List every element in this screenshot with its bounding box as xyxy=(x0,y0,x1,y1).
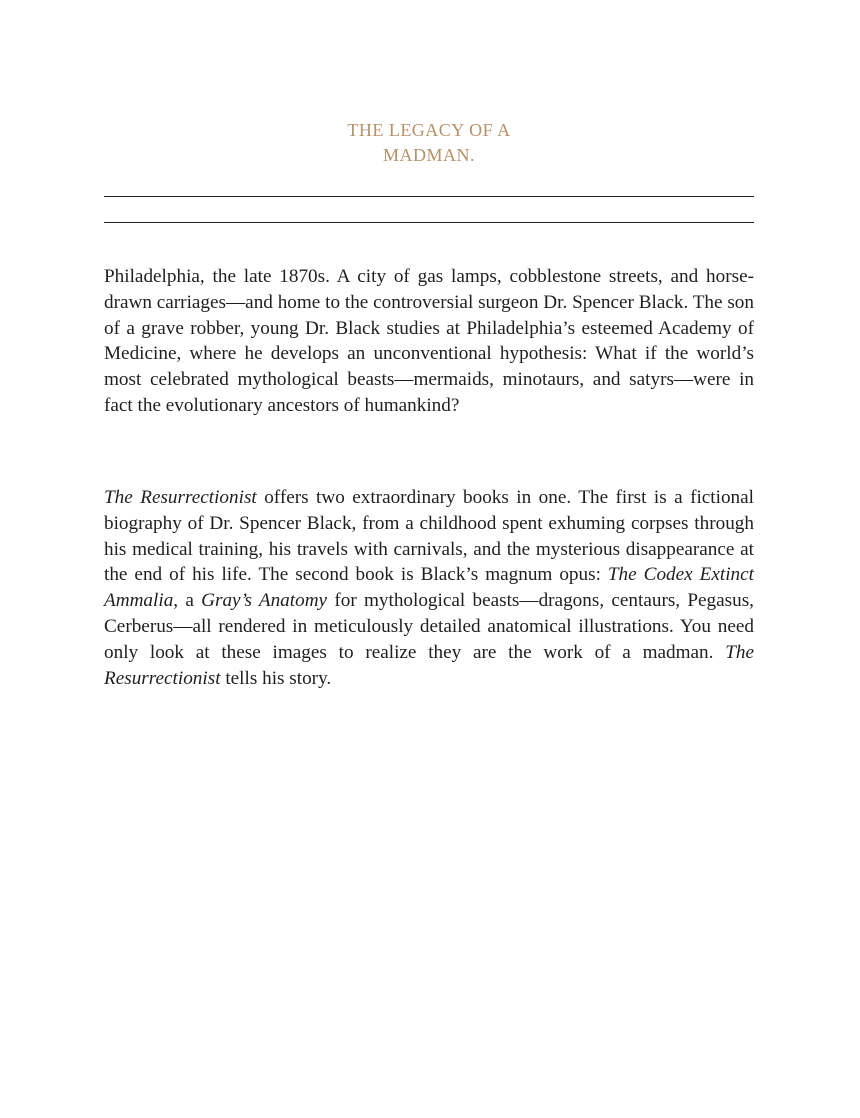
paragraph-text: , a xyxy=(173,590,202,612)
grays-anatomy-italic: Gray’s Anatomy xyxy=(201,590,328,612)
codex-title-italic: The Codex Extinct Ammalia xyxy=(104,564,754,612)
paragraph-description xyxy=(104,485,754,691)
paragraph-text: offers two extraordinary books in one. The first is a fictional biography of Dr. Spencer Black, from a childhood spent exhuming corpses through his medical training, his travels with carnivals, and the mysterious disappearance at the end of his life. The second book is Black’s magnum opus: xyxy=(104,487,754,586)
document-page xyxy=(104,0,754,1118)
paragraph-text: for mythological beasts—dragons, centaurs, Pegasus, Cerberus—all rendered in meticulously detailed anatomical illustrations. You need only look at these images to realize they are the work of a madman. xyxy=(104,590,754,663)
title-line-1: THE LEGACY OF A xyxy=(347,120,511,140)
paragraph-intro: Philadelphia, the late 1870s. A city of gas lamps, cobblestone streets, and horse-drawn carriages—and home to the controversial surgeon Dr. Spencer Black. The son of a grave robber, young Dr. Black studies at Philadelphia’s esteemed Academy of Medicine, where he develops an unconventional hypothesis: What if the world’s most celebrated mythological beasts—mermaids, minotaurs, and satyrs—were in fact the evolutionary ancestors of humankind? xyxy=(104,266,754,416)
book-title-italic: The Resurrectionist xyxy=(104,487,257,508)
divider-bottom xyxy=(104,222,754,223)
page-title xyxy=(104,118,754,168)
title-line-2: MADMAN. xyxy=(382,145,475,165)
divider-top xyxy=(104,196,754,197)
paragraph-text: tells his story. xyxy=(220,667,332,689)
book-title-italic: The Resurrectionist xyxy=(104,641,754,689)
